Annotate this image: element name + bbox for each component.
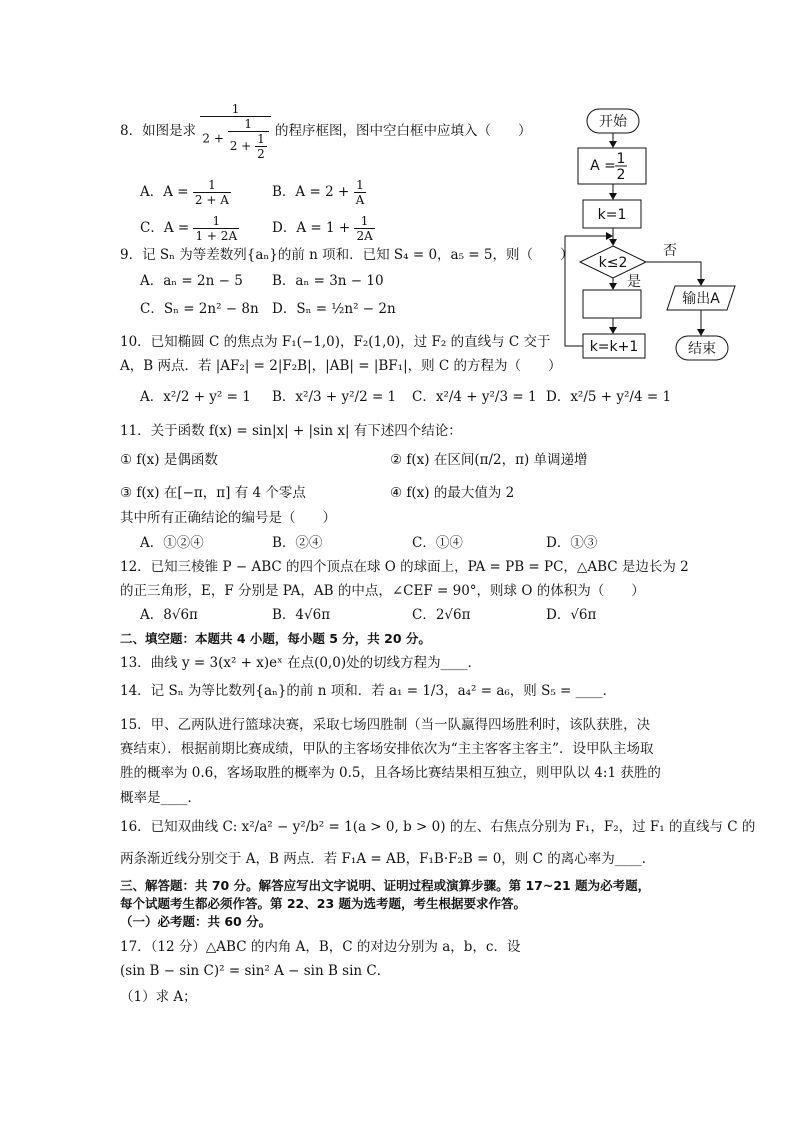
- q12-stem-line2: 的正三角形，E，F 分别是 PA，AB 的中点，∠CEF = 90°，则球 O 的体积为（ ）: [120, 583, 645, 599]
- q11-statement-3: ③ f(x) 在[−π，π] 有 4 个零点: [120, 485, 306, 501]
- q8-stem: 8．如图是求 1 2 + 1 2 + $\frac{1}{2}$ 的程序框图，图中空白框中应填入（ ）: [120, 102, 532, 161]
- svg-text:1: 1: [616, 151, 626, 167]
- svg-text:2: 2: [616, 167, 626, 183]
- q17-part1: （1）求 A；: [120, 989, 197, 1005]
- flow-init-k-label: k=1: [597, 207, 627, 223]
- q11-statement-1: ① f(x) 是偶函数: [120, 452, 218, 468]
- q11-statement-2: ② f(x) 在区间(π/2，π) 单调递增: [390, 452, 588, 468]
- q17-line1: 17．（12 分）△ABC 的内角 A，B，C 的对边分别为 a，b，c．设: [120, 939, 521, 955]
- q13: 13．曲线 y = 3(x² + x)eˣ 在点(0,0)处的切线方程为____．: [120, 655, 482, 671]
- q10-stem-line1: 10．已知椭圆 C 的焦点为 F₁(−1,0)，F₂(1,0)，过 F₂ 的直线与 C 交于: [120, 334, 551, 350]
- q15-line4: 概率是____．: [120, 790, 201, 806]
- flow-blank-box: [583, 290, 641, 318]
- q12-stem-line1: 12．已知三棱锥 P − ABC 的四个顶点在球 O 的球面上，PA = PB = PC，△ABC 是边长为 2: [120, 559, 689, 575]
- q10-stem-line2: A，B 两点．若 |AF₂| = 2|F₂B|，|AB| = |BF₁|，则 C 的方程为（ ）: [120, 358, 562, 374]
- flow-yes-label: 是: [627, 274, 641, 290]
- section-2-heading: 二、填空题：本题共 4 小题，每小题 5 分，共 20 分。: [120, 631, 431, 646]
- q15-line2: 赛结束）．根据前期比赛成绩，甲队的主客场安排依次为“主主客客主客主”．设甲队主场取: [120, 741, 654, 757]
- flow-update-label: k=k+1: [589, 339, 639, 355]
- q9-stem: 9．记 Sₙ 为等差数列{aₙ}的前 n 项和．已知 S₄ = 0，a₅ = 5，则（ ）: [120, 247, 574, 263]
- q11-option-a: A．①②④: [140, 535, 204, 551]
- flowchart: [555, 100, 755, 370]
- q11-ask: 其中所有正确结论的编号是（ ）: [120, 510, 336, 526]
- q11-statement-4: ④ f(x) 的最大值为 2: [390, 485, 515, 501]
- section-3-heading-line1: 三、解答题：共 70 分。解答应写出文字说明、证明过程或演算步骤。第 17~21 题为必考题，: [120, 878, 651, 893]
- q10-option-c: C．x²/4 + y²/3 = 1: [412, 389, 537, 405]
- flow-start-label: 开始: [599, 114, 627, 130]
- flow-condition-label: k≤2: [598, 255, 628, 271]
- q11-option-c: C．①④: [412, 535, 463, 551]
- section-3-heading-line2: 每个试题考生都必须作答。第 22、23 题为选考题，考生根据要求作答。: [120, 896, 526, 911]
- q8-continued-fraction: 1 2 + 1 2 + $\frac{1}{2}$: [200, 102, 270, 161]
- q15-line3: 胜的概率为 0.6，客场取胜的概率为 0.5，且各场比赛结果相互独立，则甲队以 4:1 获胜的: [120, 765, 661, 781]
- q11-option-d: D．①③: [546, 535, 598, 551]
- q9-option-b: B．aₙ = 3n − 10: [272, 273, 384, 289]
- q8-option-d: D．A = 1 + $\frac{1}{2A}$: [272, 214, 373, 243]
- q12-option-b: B．4√6π: [272, 607, 331, 623]
- flow-init-a-label: A =: [590, 158, 616, 174]
- q12-option-c: C．2√6π: [412, 607, 471, 623]
- q14: 14．记 Sₙ 为等比数列{aₙ}的前 n 项和．若 a₁ = 1/3，a₄² = a₆，则 S₅ = ____．: [120, 683, 617, 699]
- q11-option-b: B．②④: [272, 535, 323, 551]
- flow-output-label: 输出A: [682, 291, 720, 307]
- section-3-subheading: （一）必考题：共 60 分。: [120, 914, 272, 929]
- q8-option-a: A．A = $\frac{1}{2 + A}$: [140, 178, 229, 207]
- q12-option-a: A．8√6π: [140, 607, 198, 623]
- flow-no-label: 否: [663, 243, 677, 259]
- q10-option-d: D．x²/5 + y²/4 = 1: [546, 389, 672, 405]
- q12-option-d: D．√6π: [546, 607, 597, 623]
- q17-line2: (sin B − sin C)² = sin² A − sin B sin C．: [120, 963, 391, 979]
- q9-option-d: D．Sₙ = ½n² − 2n: [272, 301, 396, 317]
- q10-option-a: A．x²/2 + y² = 1: [140, 389, 251, 405]
- q16-line1: 16．已知双曲线 C: x²/a² − y²/b² = 1(a > 0, b > 0) 的左、右焦点分别为 F₁，F₂，过 F₁ 的直线与 C 的: [120, 819, 756, 835]
- q16-line2: 两条渐近线分别交于 A，B 两点．若 F₁A = AB，F₁B·F₂B = 0，则 C 的离心率为____．: [120, 851, 656, 867]
- q11-stem: 11．关于函数 f(x) = sin|x| + |sin x| 有下述四个结论：: [120, 423, 462, 439]
- flow-end-label: 结束: [688, 341, 716, 357]
- q8-option-c: C．A = $\frac{1}{1 + 2A}$: [140, 214, 238, 243]
- q9-option-a: A．aₙ = 2n − 5: [140, 273, 243, 289]
- q10-option-b: B．x²/3 + y²/2 = 1: [272, 389, 397, 405]
- q8-option-b: B．A = 2 + $\frac{1}{A}$: [272, 178, 365, 207]
- q9-option-c: C．Sₙ = 2n² − 8n: [140, 301, 259, 317]
- q15-line1: 15．甲、乙两队进行篮球决赛，采取七场四胜制（当一队赢得四场胜利时，该队获胜，决: [120, 717, 651, 733]
